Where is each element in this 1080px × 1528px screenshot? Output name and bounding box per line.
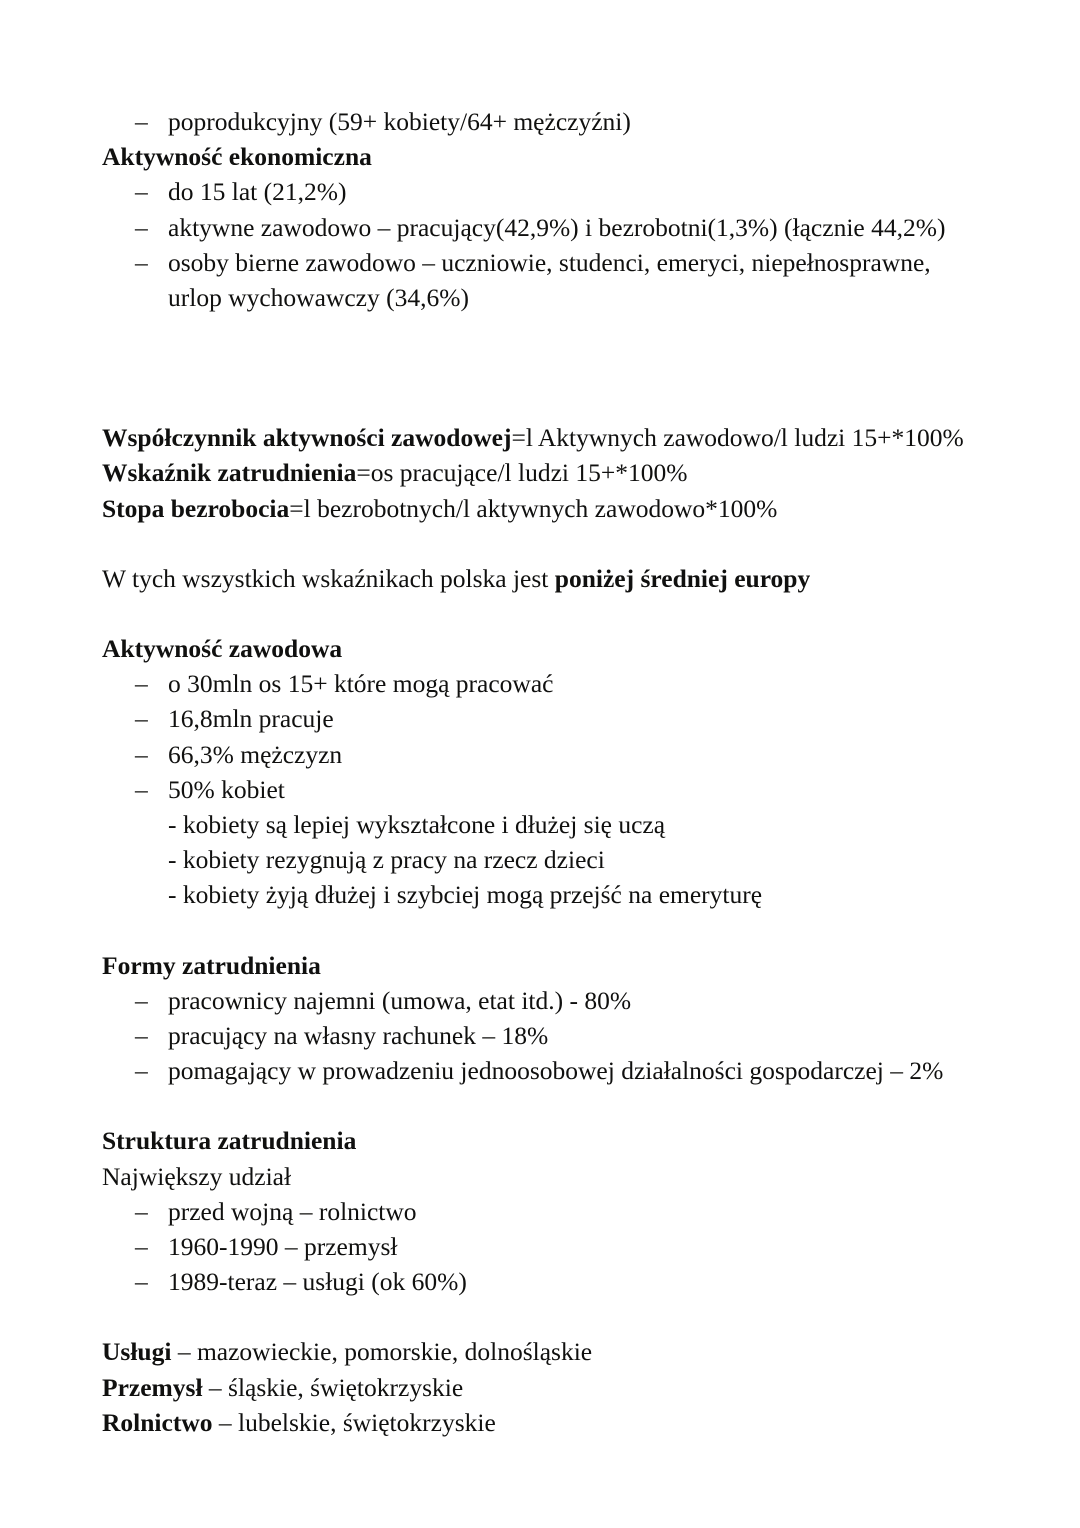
sub-item-label: - kobiety żyją dłużej i szybciej mogą przejść na emeryturę <box>168 880 763 910</box>
list-item-label: 50% kobiet <box>168 774 285 804</box>
region-values: – śląskie, świętokrzyskie <box>202 1372 464 1402</box>
region-values: – lubelskie, świętokrzyskie <box>212 1407 496 1437</box>
list-item <box>102 1264 968 1299</box>
region-term: Usługi <box>102 1337 172 1367</box>
list-item-label: aktywne zawodowo – pracujący(42,9%) i bezrobotni(1,3%) (łącznie 44,2%) <box>168 212 946 242</box>
region-line-przemysl <box>102 1370 968 1405</box>
list-item <box>102 666 968 701</box>
region-term: Przemysł <box>102 1372 203 1402</box>
definition-formula: =l bezrobotnych/l aktywnych zawodowo*100% <box>289 493 778 523</box>
list-aktywnosc-zawodowa <box>102 666 968 912</box>
region-line-rolnictwo <box>102 1405 968 1440</box>
definition-term: Wskaźnik zatrudnienia <box>102 458 357 488</box>
dash-bullet-icon: – <box>135 212 148 242</box>
definition-term: Współczynnik aktywności zawodowej <box>102 423 512 453</box>
dash-bullet-icon: – <box>135 669 148 699</box>
list-item-label: do 15 lat (21,2%) <box>168 177 347 207</box>
section-spacer <box>102 1299 968 1334</box>
list-item-label: pracujący na własny rachunek – 18% <box>168 1021 549 1051</box>
list-item <box>102 1018 968 1053</box>
list-item <box>102 210 968 245</box>
list-aktywnosc-ekonomiczna <box>102 174 968 315</box>
dash-bullet-icon: – <box>135 1056 148 1086</box>
note-line <box>102 561 968 596</box>
dash-bullet-icon: – <box>135 1232 148 1262</box>
list-item <box>102 1229 968 1264</box>
section-spacer <box>102 526 968 561</box>
list-struktura-zatrudnienia <box>102 1194 968 1300</box>
definition-stopa-bezrobocia <box>102 491 968 526</box>
list-item-label: o 30mln os 15+ które mogą pracować <box>168 669 554 699</box>
dash-bullet-icon: – <box>135 1196 148 1226</box>
dash-bullet-icon: – <box>135 704 148 734</box>
struktura-subheading: Największy udział <box>102 1161 292 1191</box>
document-body <box>102 104 968 1440</box>
definition-term: Stopa bezrobocia <box>102 493 290 523</box>
list-item <box>102 772 968 913</box>
list-item-label: 66,3% mężczyzn <box>168 739 343 769</box>
list-item-label: osoby bierne zawodowo – uczniowie, studenci, emeryci, niepełnosprawne, urlop wychowawczy (34,6%) <box>168 247 931 313</box>
section-spacer <box>102 315 968 385</box>
list-item <box>102 245 968 315</box>
dash-bullet-icon: – <box>135 1267 148 1297</box>
note-emphasis: poniżej średniej europy <box>554 563 811 593</box>
dash-bullet-icon: – <box>135 739 148 769</box>
section-spacer <box>102 1088 968 1123</box>
dash-bullet-icon: – <box>135 177 148 207</box>
list-item <box>102 104 968 139</box>
list-item <box>102 1194 968 1229</box>
sub-item-label: - kobiety rezygnują z pracy na rzecz dzieci <box>168 845 605 875</box>
section-spacer <box>102 596 968 631</box>
section-heading-aktywnosc-zawodowa: Aktywność zawodowa <box>102 634 343 664</box>
list-item-label: 1960-1990 – przemysł <box>168 1232 398 1262</box>
list-item-label: poprodukcyjny (59+ kobiety/64+ mężczyźni) <box>168 107 631 136</box>
section-heading-aktywnosc-ekonomiczna: Aktywność ekonomiczna <box>102 142 372 172</box>
list-item-label: 16,8mln pracuje <box>168 704 334 734</box>
sub-item-label: - kobiety są lepiej wykształcone i dłużej się uczą <box>168 810 666 840</box>
definition-wskaznik-zatrudnienia <box>102 455 968 490</box>
region-line-uslugi <box>102 1334 968 1369</box>
definition-formula: =l Aktywnych zawodowo/l ludzi 15+*100% <box>511 423 964 453</box>
section-heading-struktura-zatrudnienia: Struktura zatrudnienia <box>102 1126 357 1156</box>
note-lead: W tych wszystkich wskaźnikach polska jest <box>102 563 555 593</box>
list-item <box>102 983 968 1018</box>
list-item <box>102 701 968 736</box>
list-item-label: pracownicy najemni (umowa, etat itd.) - 80% <box>168 985 632 1015</box>
definition-wspolczynnik-aktywnosci-zawodowej <box>102 420 968 455</box>
section-spacer <box>102 385 968 420</box>
section-spacer <box>102 913 968 948</box>
dash-bullet-icon: – <box>135 985 148 1015</box>
list-item-label: przed wojną – rolnictwo <box>168 1196 417 1226</box>
list-item <box>102 174 968 209</box>
definition-formula: =os pracujące/l ludzi 15+*100% <box>356 458 688 488</box>
list-item-label: 1989-teraz – usługi (ok 60%) <box>168 1267 467 1297</box>
list-item <box>102 1053 968 1088</box>
list-item-label: pomagający w prowadzeniu jednoosobowej działalności gospodarczej – 2% <box>168 1056 944 1086</box>
dash-bullet-icon: – <box>135 774 148 804</box>
section-heading-formy-zatrudnienia: Formy zatrudnienia <box>102 950 321 980</box>
region-term: Rolnictwo <box>102 1407 213 1437</box>
list-formy-zatrudnienia <box>102 983 968 1089</box>
dash-bullet-icon: – <box>135 1021 148 1051</box>
dash-bullet-icon: – <box>135 247 148 277</box>
list-item <box>102 737 968 772</box>
orphan-list <box>102 104 968 139</box>
dash-bullet-icon: – <box>135 107 148 136</box>
region-values: – mazowieckie, pomorskie, dolnośląskie <box>171 1337 593 1367</box>
